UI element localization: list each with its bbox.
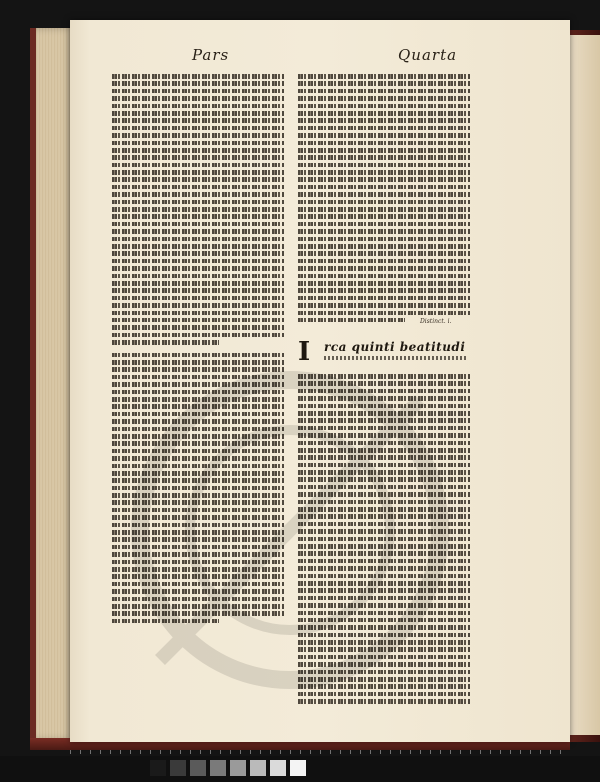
gray-swatch <box>170 760 186 776</box>
text-line <box>298 311 470 316</box>
text-line <box>112 318 284 323</box>
text-line <box>112 296 284 301</box>
text-line <box>112 214 284 219</box>
text-line <box>112 537 284 542</box>
text-line <box>298 222 470 227</box>
text-line <box>112 515 284 520</box>
text-line <box>298 655 470 660</box>
section-block <box>298 334 470 714</box>
text-line <box>112 288 284 293</box>
text-line <box>298 544 470 549</box>
text-line <box>298 574 470 579</box>
text-line <box>112 96 284 101</box>
text-line <box>298 111 470 116</box>
text-column-left <box>112 74 284 634</box>
text-line <box>112 353 284 358</box>
text-line <box>298 522 470 527</box>
running-head-right: Quarta <box>398 46 458 64</box>
text-line <box>112 266 284 271</box>
text-line <box>112 486 284 491</box>
text-line <box>112 530 284 535</box>
text-line <box>298 492 470 497</box>
text-line <box>112 207 284 212</box>
text-line <box>298 81 470 86</box>
text-line <box>298 133 470 138</box>
text-line <box>112 574 284 579</box>
text-line <box>112 303 284 308</box>
text-line <box>112 104 284 109</box>
text-line <box>112 155 284 160</box>
text-line <box>298 662 470 667</box>
text-line <box>112 170 284 175</box>
text-line <box>298 318 405 323</box>
text-line <box>298 148 470 153</box>
text-line <box>112 259 284 264</box>
text-line <box>298 89 470 94</box>
text-line <box>298 625 470 630</box>
text-line <box>298 551 470 556</box>
text-line <box>298 200 470 205</box>
text-line <box>112 441 284 446</box>
text-line <box>112 382 284 387</box>
text-line <box>298 229 470 234</box>
text-line <box>112 412 284 417</box>
text-line <box>298 251 470 256</box>
text-line <box>112 325 284 330</box>
text-line <box>112 192 284 197</box>
text-line <box>112 545 284 550</box>
text-line <box>298 192 470 197</box>
text-line <box>298 485 470 490</box>
text-line <box>298 566 470 571</box>
scale-ruler <box>70 750 570 754</box>
text-line <box>112 493 284 498</box>
text-line <box>112 311 284 316</box>
text-line <box>298 647 470 652</box>
text-line <box>112 185 284 190</box>
text-line <box>112 229 284 234</box>
text-line <box>298 118 470 123</box>
text-line <box>112 464 284 469</box>
text-line <box>298 381 470 386</box>
text-line <box>298 559 470 564</box>
text-line <box>112 177 284 182</box>
gray-swatch <box>230 760 246 776</box>
text-line <box>298 514 470 519</box>
text-line <box>112 449 284 454</box>
text-line <box>298 477 470 482</box>
text-line <box>298 288 470 293</box>
text-line <box>298 692 470 697</box>
text-line <box>298 389 470 394</box>
gray-swatch <box>210 760 226 776</box>
text-line <box>112 582 284 587</box>
text-line <box>298 404 470 409</box>
text-line <box>112 89 284 94</box>
text-line <box>112 456 284 461</box>
text-line <box>112 118 284 123</box>
text-line <box>298 296 470 301</box>
color-calibration-strip <box>0 756 600 782</box>
text-line <box>112 500 284 505</box>
text-line <box>112 81 284 86</box>
text-line <box>298 463 470 468</box>
text-line <box>112 200 284 205</box>
text-line <box>298 670 470 675</box>
gray-swatch <box>270 760 286 776</box>
text-line <box>112 74 284 79</box>
text-line <box>112 427 284 432</box>
text-line <box>298 259 470 264</box>
text-line <box>298 426 470 431</box>
text-line <box>112 251 284 256</box>
text-line <box>298 185 470 190</box>
initial-letter: I <box>298 337 311 367</box>
distinction-ref: Distinct. i. <box>420 318 452 325</box>
text-line <box>112 390 284 395</box>
text-line <box>112 340 219 345</box>
text-line <box>298 74 470 79</box>
text-line <box>112 126 284 131</box>
text-line <box>298 396 470 401</box>
text-line <box>112 604 284 609</box>
text-column-right-lower <box>298 374 470 714</box>
text-line <box>298 677 470 682</box>
text-line <box>112 141 284 146</box>
section-heading-text: rca quinti beatitudi <box>324 340 466 354</box>
text-line <box>298 163 470 168</box>
text-line <box>112 611 284 616</box>
text-line <box>298 588 470 593</box>
text-line <box>298 507 470 512</box>
text-line <box>112 589 284 594</box>
gray-swatch <box>190 760 206 776</box>
text-line <box>298 611 470 616</box>
text-line <box>298 374 470 379</box>
text-line <box>298 581 470 586</box>
text-line <box>298 170 470 175</box>
text-line <box>112 478 284 483</box>
text-line <box>112 523 284 528</box>
text-line <box>112 567 284 572</box>
text-line <box>112 274 284 279</box>
text-line <box>298 529 470 534</box>
text-line <box>112 471 284 476</box>
facing-page-edge <box>570 35 600 735</box>
text-line <box>112 597 284 602</box>
text-line <box>298 603 470 608</box>
text-line <box>112 237 284 242</box>
gray-swatch <box>150 760 166 776</box>
text-line <box>112 560 284 565</box>
text-line <box>112 111 284 116</box>
text-line <box>298 104 470 109</box>
gray-swatch <box>250 760 266 776</box>
text-line <box>298 596 470 601</box>
text-line <box>298 303 470 308</box>
text-line <box>298 244 470 249</box>
text-line <box>112 163 284 168</box>
text-line <box>112 333 284 338</box>
text-line <box>298 537 470 542</box>
text-line <box>298 207 470 212</box>
text-line <box>298 618 470 623</box>
text-line <box>298 500 470 505</box>
text-line <box>298 684 470 689</box>
text-line <box>298 640 470 645</box>
text-line <box>112 619 219 624</box>
text-line <box>298 237 470 242</box>
text-line <box>112 552 284 557</box>
text-line <box>112 375 284 380</box>
text-line <box>112 360 284 365</box>
text-line <box>112 508 284 513</box>
text-line <box>298 214 470 219</box>
heading-rule <box>324 356 468 360</box>
text-line <box>112 244 284 249</box>
text-line <box>298 141 470 146</box>
running-head-left: Pars <box>192 46 230 64</box>
gray-swatch <box>290 760 306 776</box>
text-line <box>298 411 470 416</box>
text-line <box>298 441 470 446</box>
text-line <box>298 699 470 704</box>
text-line <box>112 419 284 424</box>
text-line <box>298 470 470 475</box>
text-line <box>298 266 470 271</box>
text-line <box>112 434 284 439</box>
text-line <box>112 404 284 409</box>
text-line <box>298 433 470 438</box>
text-column-right-upper <box>298 74 470 334</box>
text-line <box>298 455 470 460</box>
text-line <box>298 274 470 279</box>
text-line <box>112 148 284 153</box>
text-line <box>112 397 284 402</box>
text-line <box>298 155 470 160</box>
text-line <box>298 126 470 131</box>
text-line <box>112 367 284 372</box>
text-line <box>298 633 470 638</box>
text-line <box>112 133 284 138</box>
text-line <box>112 281 284 286</box>
text-line <box>298 96 470 101</box>
text-line <box>298 418 470 423</box>
text-line <box>298 177 470 182</box>
text-line <box>112 222 284 227</box>
section-heading <box>298 338 470 368</box>
text-line <box>298 281 470 286</box>
text-line <box>298 448 470 453</box>
